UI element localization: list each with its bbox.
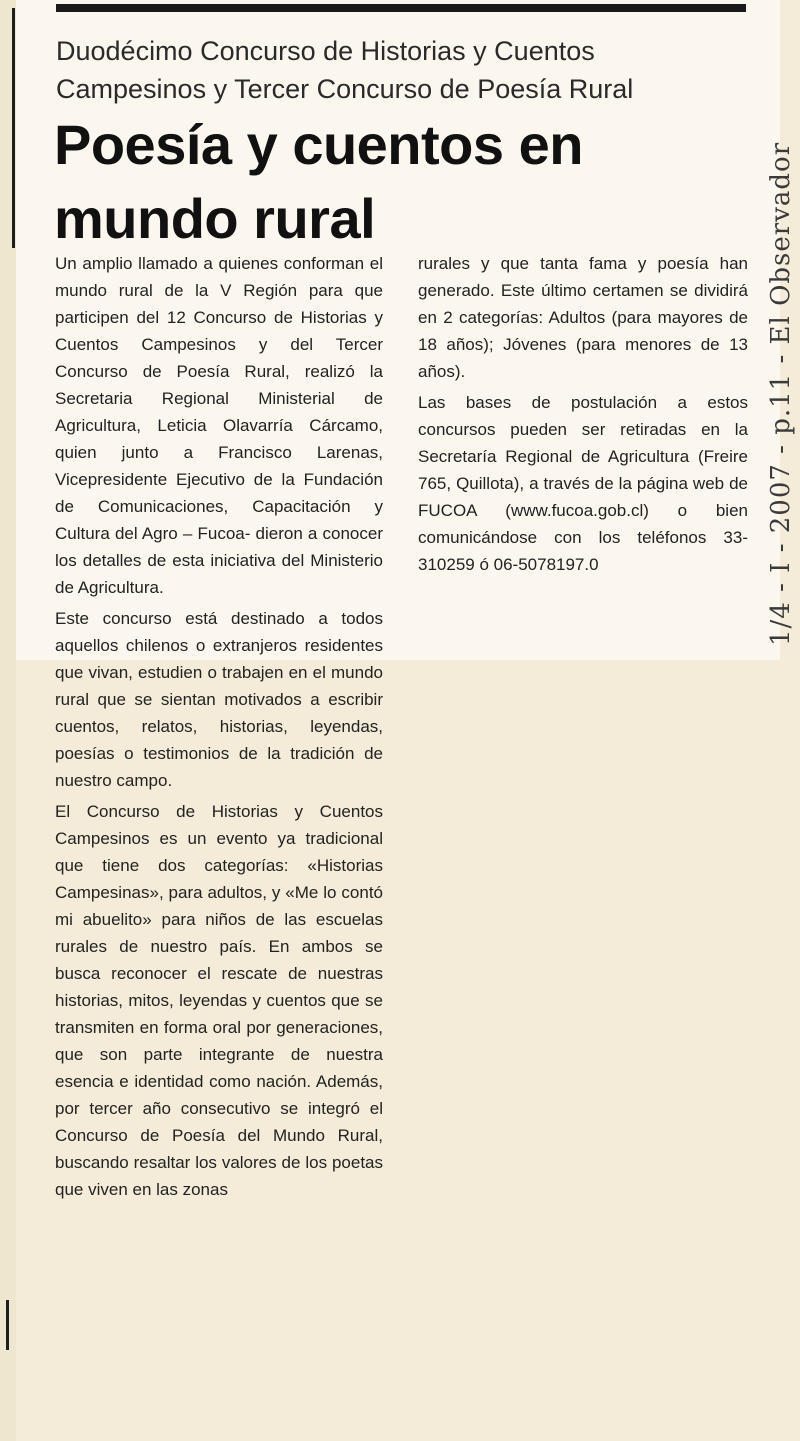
edge-mark xyxy=(6,1300,19,1350)
handwritten-margin-note xyxy=(762,6,798,656)
column-rule xyxy=(12,8,15,248)
article-kicker: Duodécimo Concurso de Historias y Cuentos Campesinos y Tercer Concurso de Poesía Rural xyxy=(56,36,634,104)
article-headline: Poesía y cuentos en mundo rural xyxy=(54,113,583,250)
margin-note-text: 1/4 - I - 2007 - p.11 - El Observador xyxy=(766,141,796,646)
paragraph: Este concurso está destinado a todos aquellos chilenos o extranjeros residentes que vivan, estudien o trabajen en el mundo rural que se sientan motivados a escribir cuentos, relatos, historias, leyendas, poesías o testimonios de la tradición de nuestro campo. xyxy=(55,609,383,790)
article-column-left xyxy=(55,250,383,1207)
article-column-right xyxy=(418,250,748,582)
paragraph: Un amplio llamado a quienes conforman el mundo rural de la V Región para que participen del 12 Concurso de Historias y Cuentos Campesinos y del Tercer Concurso de Poesía Rural, realizó la Secretaria Regional Ministerial de Agricultura, Leticia Olavarría Cárcamo, quien junto a Francisco Larenas, Vicepresidente Ejecutivo de la Fundación de Comunicaciones, Capacitación y Cultura del Agro – Fucoa- dieron a conocer los detalles de esta iniciativa del Ministerio de Agricultura. xyxy=(55,254,383,597)
paragraph: rurales y que tanta fama y poesía han generado. Este último certamen se dividirá en 2 categorías: Adultos (para mayores de 18 años); Jóvenes (para menores de 13 años). xyxy=(418,254,748,381)
paragraph: El Concurso de Historias y Cuentos Campesinos es un evento ya tradicional que tiene dos categorías: «Historias Campesinas», para adultos, y «Me lo contó mi abuelito» para niños de las escuelas rurales de nuestro país. En ambos se busca reconocer el rescate de nuestras historias, mitos, leyendas y cuentos que se transmiten en forma oral por generaciones, que son parte integrante de nuestra esencia e identidad como nación. Además, por tercer año consecutivo se integró el Concurso de Poesía del Mundo Rural, buscando resaltar los valores de los poetas que viven en las zonas xyxy=(55,802,383,1199)
top-rule xyxy=(56,4,746,12)
paragraph: Las bases de postulación a estos concursos pueden ser retiradas en la Secretaría Regional de Agricultura (Freire 765, Quillota), a través de la página web de FUCOA (www.fucoa.gob.cl) o bien comunicándose con los teléfonos 33-310259 ó 06-5078197.0 xyxy=(418,393,748,574)
